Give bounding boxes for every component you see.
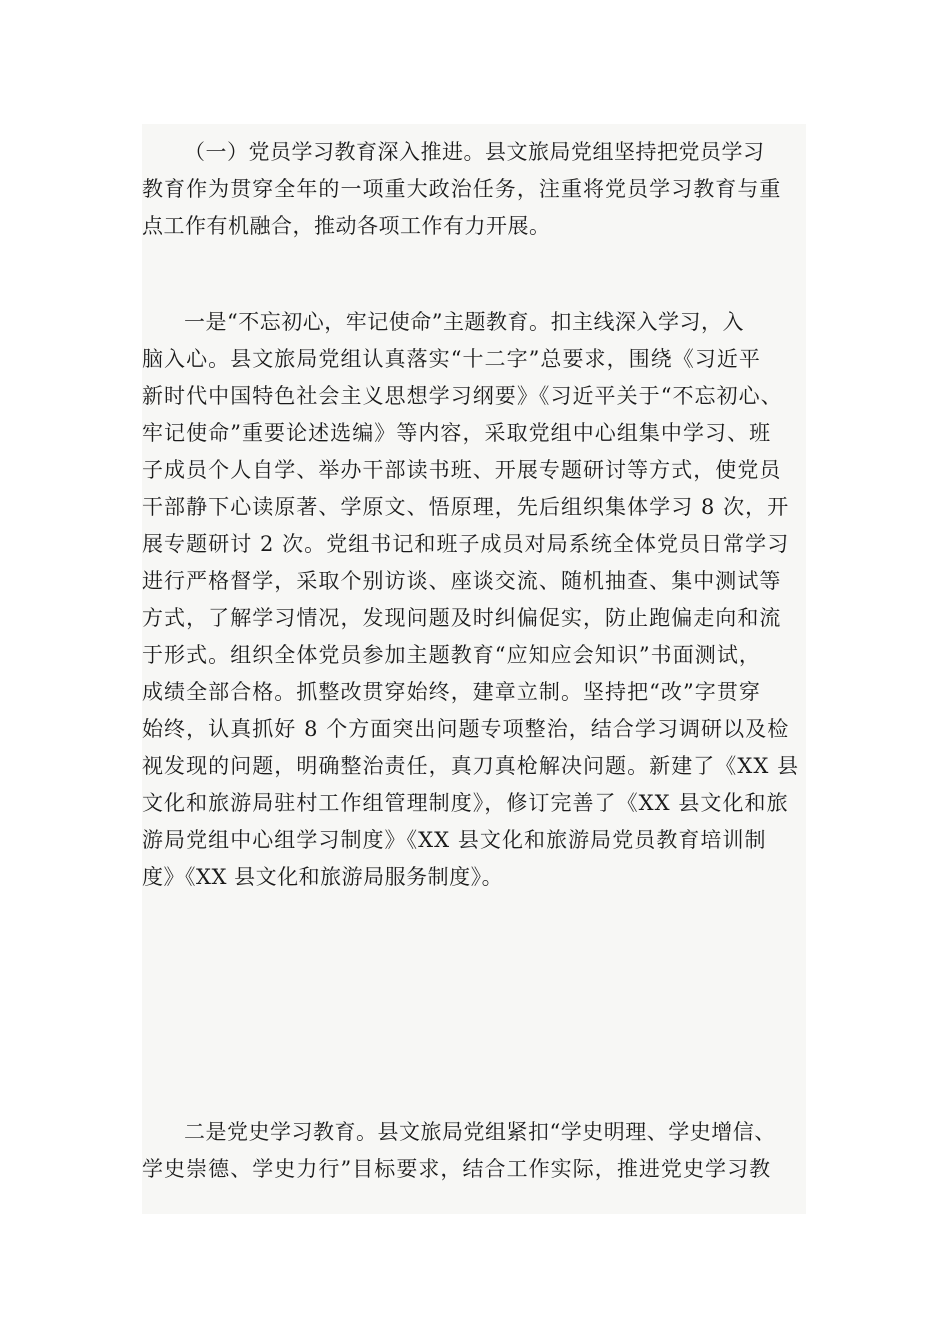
paragraph-party-member-education (142, 134, 842, 245)
text-line: 度》《XX 县文化和旅游局服务制度》。 (142, 865, 504, 889)
text-line: 脑入心。县文旅局党组认真落实“十二字”总要求，围绕《习近平 (142, 347, 761, 371)
text-line: 子成员个人自学、举办干部读书班、开展专题研讨等方式，使党员 (142, 458, 782, 482)
text-line: 成绩全部合格。抓整改贯穿始终，建章立制。坚持把“改”字贯穿 (142, 680, 761, 704)
text-line: 进行严格督学，采取个别访谈、座谈交流、随机抽查、集中测试等 (142, 569, 782, 593)
text-line: 教育作为贯穿全年的一项重大政治任务，注重将党员学习教育与重 (142, 177, 782, 201)
document-page (142, 124, 806, 1214)
text-line: 新时代中国特色社会主义思想学习纲要》《习近平关于“不忘初心、 (142, 384, 783, 408)
text-line: 点工作有机融合，推动各项工作有力开展。 (142, 214, 551, 238)
paragraph-theme-education (142, 304, 842, 896)
text-line: 游局党组中心组学习制度》《XX 县文化和旅游局党员教育培训制 (142, 828, 767, 852)
text-line: 始终，认真抓好 8 个方面突出问题专项整治，结合学习调研以及检 (142, 717, 790, 741)
paragraph-party-history-education (142, 1114, 842, 1188)
text-line: 展专题研讨 2 次。党组书记和班子成员对局系统全体党员日常学习 (142, 532, 790, 556)
text-line: 文化和旅游局驻村工作组管理制度》，修订完善了《XX 县文化和旅 (142, 791, 789, 815)
text-line: 于形式。组织全体党员参加主题教育“应知应会知识”书面测试， (142, 643, 761, 667)
text-line: 学史崇德、学史力行”目标要求，结合工作实际，推进党史学习教 (142, 1157, 772, 1181)
text-line: 一是“不忘初心，牢记使命”主题教育。扣主线深入学习，入 (184, 310, 744, 334)
text-line: 方式，了解学习情况，发现问题及时纠偏促实，防止跑偏走向和流 (142, 606, 782, 630)
text-line: 二是党史学习教育。县文旅局党组紧扣“学史明理、学史增信、 (184, 1120, 776, 1144)
text-line: 视发现的问题，明确整治责任，真刀真枪解决问题。新建了《XX 县 (142, 754, 800, 778)
text-line: （一）党员学习教育深入推进。县文旅局党组坚持把党员学习 (184, 140, 765, 164)
text-line: 牢记使命”重要论述选编》等内容，采取党组中心组集中学习、班 (142, 421, 772, 445)
text-line: 干部静下心读原著、学原文、悟原理，先后组织集体学习 8 次，开 (142, 495, 790, 519)
